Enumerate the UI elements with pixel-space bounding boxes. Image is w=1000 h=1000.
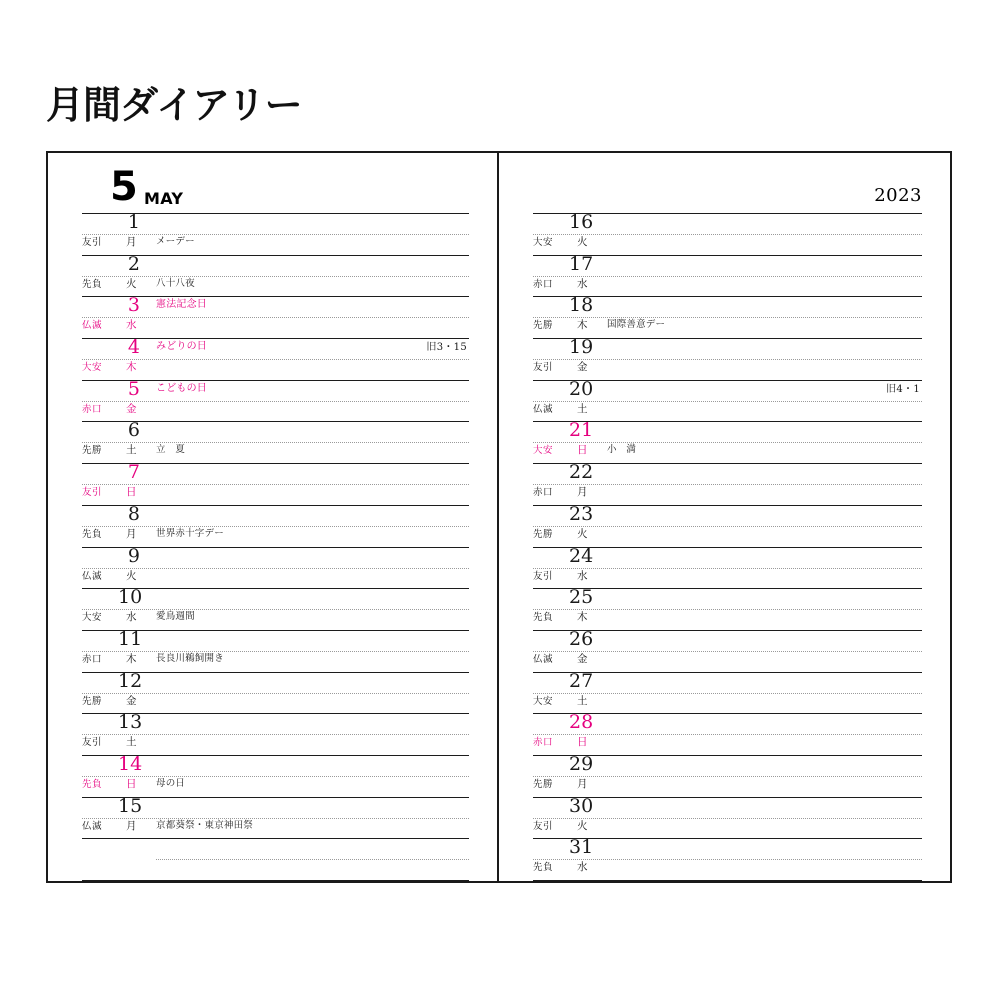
- day-row[interactable]: [533, 213, 922, 255]
- entry-dashed-line: [533, 484, 922, 485]
- month-name: MAY: [144, 189, 184, 208]
- entry-dashed-line: [82, 276, 469, 277]
- weekday-label: 月: [126, 527, 137, 540]
- day-number: 24: [569, 544, 594, 567]
- month-header: [82, 164, 469, 213]
- weekday-label: 月: [126, 819, 137, 832]
- day-number: 31: [569, 836, 594, 859]
- day-row[interactable]: [82, 338, 469, 380]
- entry-dashed-line: [533, 568, 922, 569]
- entry-dashed-line: [533, 276, 922, 277]
- rokuyo-label: 友引: [82, 237, 103, 248]
- rokuyo-label: 仏滅: [82, 320, 103, 332]
- rows-end-rule: [533, 880, 922, 901]
- day-number: 1: [127, 211, 140, 233]
- entry-dashed-line: [533, 359, 922, 360]
- blank-entry-row[interactable]: [82, 838, 469, 880]
- day-number: 14: [118, 752, 143, 775]
- day-note: 小 満: [607, 444, 637, 456]
- day-row[interactable]: [533, 252, 922, 297]
- weekday-label: 木: [126, 361, 137, 374]
- weekday-label: 月: [577, 777, 588, 790]
- day-number: 13: [118, 711, 143, 734]
- rokuyo-label: 先勝: [533, 778, 554, 790]
- entry-dashed-line: [82, 693, 469, 694]
- old-calendar-date: 旧4・1: [886, 383, 920, 395]
- left-page: [48, 153, 499, 881]
- weekday-label: 水: [577, 861, 588, 874]
- day-row[interactable]: [82, 296, 469, 338]
- day-number: 8: [127, 502, 140, 525]
- rokuyo-label: 友引: [82, 737, 103, 749]
- day-number: 12: [118, 669, 143, 692]
- weekday-label: 日: [577, 444, 588, 457]
- weekday-label: 火: [126, 277, 137, 290]
- weekday-label: 土: [126, 444, 137, 457]
- day-row[interactable]: [533, 838, 922, 880]
- weekday-label: 水: [577, 277, 588, 290]
- weekday-label: 日: [577, 736, 588, 749]
- entry-dashed-line: [156, 859, 469, 860]
- day-note: 京都葵祭・東京神田祭: [156, 819, 254, 831]
- day-row[interactable]: [533, 463, 922, 505]
- weekday-label: 金: [577, 361, 588, 374]
- entry-dashed-line: [82, 526, 469, 527]
- day-number: 28: [569, 711, 594, 734]
- weekday-label: 金: [126, 694, 137, 707]
- day-number: 7: [127, 461, 140, 484]
- entry-dashed-line: [533, 651, 922, 652]
- day-rows-right: [533, 213, 922, 901]
- rokuyo-label: 赤口: [533, 278, 554, 290]
- weekday-label: 火: [577, 819, 588, 832]
- rokuyo-label: 先勝: [82, 445, 103, 457]
- rokuyo-label: 赤口: [533, 487, 554, 499]
- entry-dashed-line: [82, 442, 469, 443]
- entry-dashed-line: [82, 609, 469, 610]
- day-number: 3: [127, 294, 140, 317]
- rokuyo-label: 先負: [533, 862, 554, 874]
- entry-dashed-line: [82, 776, 469, 777]
- page-title: 月間ダイアリー: [46, 83, 302, 127]
- right-page: [499, 153, 950, 881]
- rokuyo-label: 大安: [533, 445, 554, 457]
- rokuyo-label: 先勝: [82, 695, 103, 707]
- day-number: 23: [569, 502, 594, 525]
- rokuyo-label: 赤口: [533, 737, 554, 749]
- day-number: 6: [127, 419, 140, 442]
- day-number: 11: [118, 627, 143, 650]
- entry-dashed-line: [82, 401, 469, 402]
- rokuyo-label: 先負: [82, 528, 103, 540]
- rokuyo-label: 赤口: [82, 403, 103, 415]
- entry-dashed-line: [533, 859, 922, 860]
- day-note: 国際善意デー: [607, 319, 666, 331]
- weekday-label: 水: [577, 569, 588, 582]
- day-number: 9: [127, 544, 140, 567]
- entry-dashed-line: [533, 234, 922, 235]
- entry-dashed-line: [533, 317, 922, 318]
- day-note: 母の日: [156, 777, 186, 789]
- day-number: 22: [569, 461, 594, 484]
- rokuyo-label: 仏滅: [533, 653, 554, 665]
- day-number: 29: [569, 752, 594, 775]
- weekday-label: 金: [577, 652, 588, 665]
- day-row[interactable]: [82, 544, 469, 589]
- rokuyo-label: 友引: [533, 570, 554, 582]
- day-row[interactable]: [82, 794, 469, 839]
- weekday-label: 月: [577, 486, 588, 499]
- day-row[interactable]: [533, 296, 922, 338]
- rokuyo-label: 友引: [82, 487, 103, 499]
- rokuyo-label: 仏滅: [82, 820, 103, 832]
- entry-dashed-line: [82, 234, 469, 235]
- day-rows-left: [82, 213, 469, 901]
- day-number: 25: [569, 586, 594, 609]
- weekday-label: 木: [577, 319, 588, 332]
- weekday-label: 火: [577, 236, 588, 248]
- day-number: 18: [569, 294, 594, 317]
- weekday-label: 月: [126, 236, 137, 248]
- rokuyo-label: 先負: [82, 278, 103, 290]
- weekday-label: 土: [126, 736, 137, 749]
- day-row[interactable]: [82, 463, 469, 505]
- old-calendar-date: 旧3・15: [426, 342, 467, 354]
- day-number: 26: [569, 627, 594, 650]
- day-row[interactable]: [533, 588, 922, 630]
- entry-dashed-line: [533, 693, 922, 694]
- entry-dashed-line: [533, 776, 922, 777]
- rows-end-rule: [82, 880, 469, 901]
- day-row[interactable]: [533, 502, 922, 547]
- year-header: [533, 167, 922, 213]
- year-label: 2023: [874, 185, 922, 206]
- day-note: メーデー: [156, 236, 195, 247]
- day-row[interactable]: [82, 627, 469, 672]
- day-row[interactable]: [533, 544, 922, 589]
- day-number: 2: [127, 252, 140, 275]
- day-row[interactable]: [82, 252, 469, 297]
- weekday-label: 水: [126, 319, 137, 332]
- rokuyo-label: 仏滅: [533, 403, 554, 415]
- day-row[interactable]: [533, 421, 922, 463]
- day-row[interactable]: [533, 713, 922, 755]
- day-note: 八十八夜: [156, 277, 195, 289]
- entry-dashed-line: [533, 818, 922, 819]
- entry-dashed-line: [533, 442, 922, 443]
- entry-dashed-line: [82, 359, 469, 360]
- day-number: 10: [118, 586, 143, 609]
- rokuyo-label: 大安: [82, 362, 103, 374]
- day-row[interactable]: [533, 669, 922, 714]
- rokuyo-label: 大安: [533, 237, 554, 248]
- day-row[interactable]: [82, 421, 469, 463]
- day-row[interactable]: [533, 752, 922, 797]
- day-row[interactable]: [533, 794, 922, 839]
- weekday-label: 火: [577, 527, 588, 540]
- rokuyo-label: 赤口: [82, 653, 103, 665]
- day-number: 30: [569, 794, 594, 817]
- day-row[interactable]: [533, 627, 922, 672]
- entry-dashed-line: [533, 609, 922, 610]
- day-number: 20: [569, 377, 594, 400]
- day-row[interactable]: [533, 377, 922, 422]
- day-note: 世界赤十字デー: [156, 527, 224, 539]
- entry-dashed-line: [533, 734, 922, 735]
- weekday-label: 金: [126, 402, 137, 415]
- entry-dashed-line: [533, 401, 922, 402]
- weekday-label: 火: [126, 569, 137, 582]
- day-number: 21: [569, 419, 594, 442]
- weekday-label: 水: [126, 611, 137, 624]
- weekday-label: 木: [577, 611, 588, 624]
- weekday-label: 土: [577, 402, 588, 415]
- entry-dashed-line: [82, 818, 469, 819]
- holiday-label: みどりの日: [156, 341, 207, 353]
- holiday-label: 憲法記念日: [156, 299, 207, 311]
- day-number: 27: [569, 669, 594, 692]
- day-row[interactable]: [82, 669, 469, 714]
- rokuyo-label: 先勝: [533, 528, 554, 540]
- day-row[interactable]: [533, 338, 922, 380]
- holiday-label: こどもの日: [156, 382, 207, 394]
- day-row[interactable]: [82, 502, 469, 547]
- rokuyo-label: 大安: [533, 695, 554, 707]
- day-number: 17: [569, 252, 594, 275]
- rokuyo-label: 先負: [82, 778, 103, 790]
- entry-dashed-line: [82, 317, 469, 318]
- entry-dashed-line: [533, 526, 922, 527]
- day-row[interactable]: [82, 588, 469, 630]
- diary-spread: [46, 151, 952, 883]
- day-row[interactable]: [82, 377, 469, 422]
- day-row[interactable]: [82, 752, 469, 797]
- weekday-label: 土: [577, 694, 588, 707]
- day-number: 15: [118, 794, 143, 817]
- rokuyo-label: 友引: [533, 820, 554, 832]
- entry-dashed-line: [82, 568, 469, 569]
- day-note: 立 夏: [156, 444, 186, 456]
- rokuyo-label: 先勝: [533, 320, 554, 332]
- entry-dashed-line: [82, 484, 469, 485]
- day-row[interactable]: [82, 713, 469, 755]
- day-number: 5: [127, 377, 140, 400]
- rokuyo-label: 先負: [533, 612, 554, 624]
- day-row[interactable]: [82, 213, 469, 255]
- entry-dashed-line: [82, 651, 469, 652]
- rokuyo-label: 仏滅: [82, 570, 103, 582]
- weekday-label: 木: [126, 652, 137, 665]
- day-note: 長良川鵜飼開き: [156, 652, 224, 664]
- rokuyo-label: 大安: [82, 612, 103, 624]
- month-number: 5: [110, 164, 137, 210]
- day-number: 19: [569, 336, 594, 359]
- weekday-label: 日: [126, 777, 137, 790]
- entry-dashed-line: [82, 734, 469, 735]
- weekday-label: 日: [126, 486, 137, 499]
- day-number: 16: [569, 211, 594, 233]
- day-number: 4: [127, 336, 140, 359]
- day-note: 愛鳥週間: [156, 611, 195, 623]
- rokuyo-label: 友引: [533, 362, 554, 374]
